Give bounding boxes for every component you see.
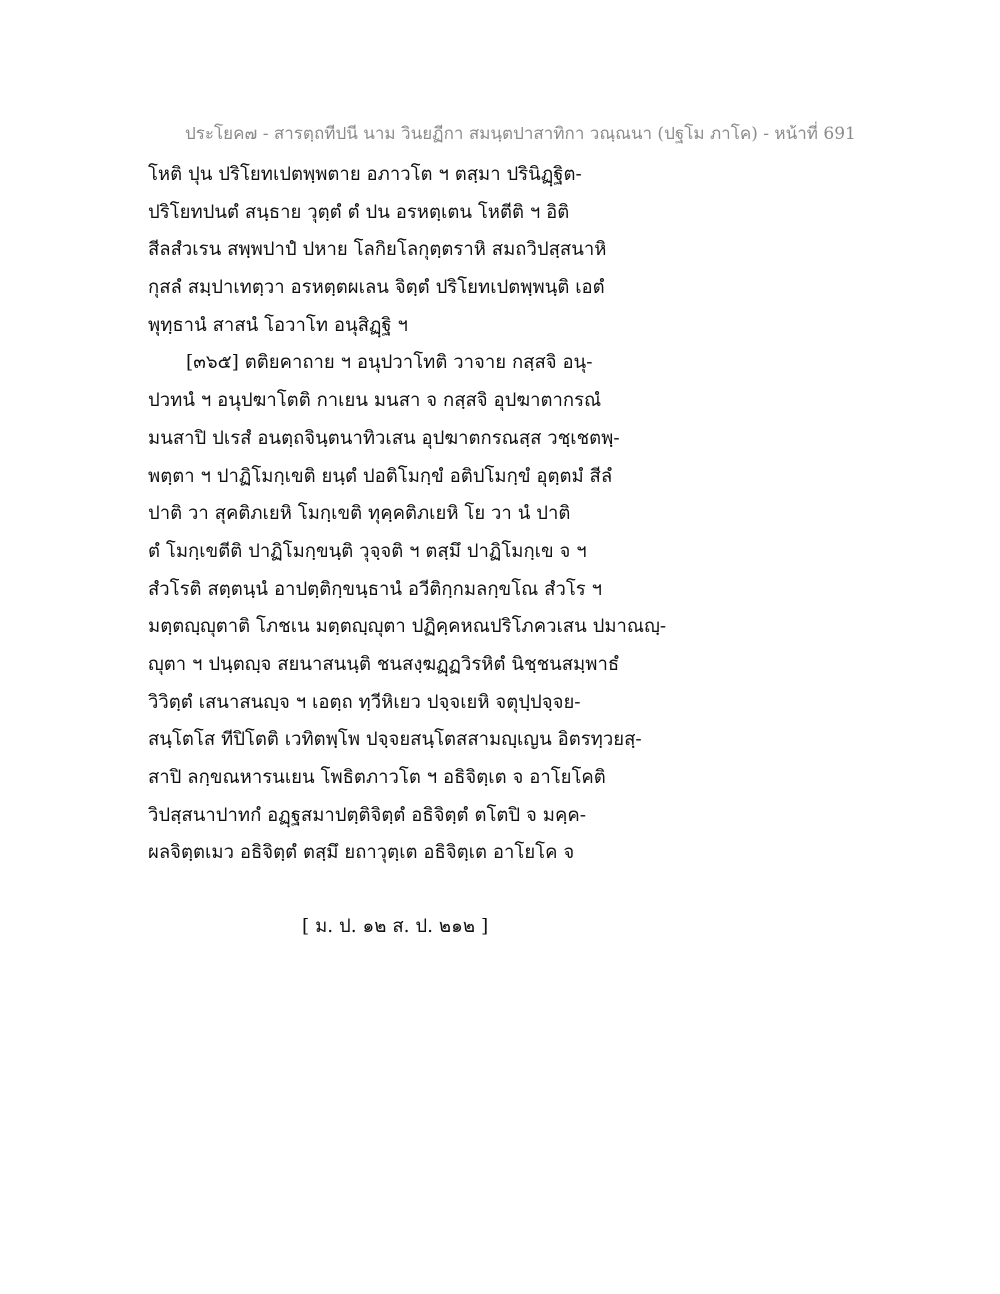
text-line: สํวโรติ สตฺตนฺนํ อาปตฺติกฺขนฺธานํ อวีติกฺกมลกฺขโณ สํวโร ฯ [148,578,603,600]
body-text [148,156,688,872]
text-line: พุทฺธานํ สาสนํ โอวาโท อนุสิฏฺฐิ ฯ [148,314,408,336]
text-line: ปริโยทปนตํ สนฺธาย วุตฺตํ ตํ ปน อรหตฺเตน โหตีติ ฯ อิติ [148,201,570,223]
text-line: มตฺตญฺญุตาติ โภชเน มตฺตญฺญุตา ปฏิคฺคหณปริโภควเสน ปมาณญฺ- [148,616,667,638]
text-line: พตฺตา ฯ ปาฏิโมกฺเขติ ยนฺตํ ปอติโมกฺขํ อติปโมกฺขํ อุตฺตมํ สีลํ [148,465,613,487]
text-line: สนฺโตโส ทีปิโตติ เวทิตพฺโพ ปจฺจยสนฺโตสสามญฺเญน อิตรทฺวยสฺ- [148,729,642,751]
text-line: มนสาปิ ปเรสํ อนตฺถจินฺตนาทิวเสน อุปฆาตกรณสฺส วชฺเชตพฺ- [148,427,620,449]
text-line: ผลจิตฺตเมว อธิจิตฺตํ ตสฺมึ ยถาวุตฺเต อธิจิตฺเต อาโยโค จ [148,842,575,864]
footnote-reference: [ ม. ป. ๑๒ ส. ป. ๒๑๒ ] [302,916,489,937]
paragraph-start-line: [๓๖๕] ตติยคาถาย ฯ อนุปวาโทติ วาจาย กสฺสจิ อนุ- [186,352,593,374]
text-line: กุสลํ สมฺปาเทตฺวา อรหตฺตผเลน จิตฺตํ ปริโยทเปตพฺพนฺติ เอตํ [148,277,605,299]
text-line: ปาติ วา สุคติภเยหิ โมกฺเขติ ทุคฺคติภเยหิ โย วา นํ ปาติ [148,503,571,525]
text-line: โหติ ปุน ปริโยทเปตพฺพตาย อภาวโต ฯ ตสฺมา ปรินิฏฺฐิต- [148,164,582,185]
text-line: วิวิตฺตํ เสนาสนญฺจ ฯ เอตฺถ ทฺวีหิเยว ปจฺจเยหิ จตุปฺปจฺจย- [148,691,581,713]
text-line: ตํ โมกฺเขตีติ ปาฏิโมกฺขนฺติ วุจฺจติ ฯ ตสฺมึ ปาฏิโมกฺเข จ ฯ [148,540,587,562]
running-header: ประโยค๗ - สารตฺถทีปนี นาม วินยฏีกา สมนฺตปาสาทิกา วณฺณนา (ปฐโม ภาโค) - หน้าที่ 691 [185,124,856,144]
text-line: สาปิ ลกฺขณหารนเยน โพธิตภาวโต ฯ อธิจิตฺเต จ อาโยโคติ [148,767,606,788]
text-line: ญุตา ฯ ปนฺตญฺจ สยนาสนนฺติ ชนสงฺฆฏฺฏวิรหิตํ นิชฺชนสมฺพาธํ [148,653,620,675]
text-line: วิปสฺสนาปาทกํ อฏฺฐสมาปตฺติจิตฺตํ อธิจิตฺตํ ตโตปิ จ มคฺค- [148,804,586,826]
text-line: สีลสํวเรน สพฺพปาปํ ปหาย โลกิยโลกุตฺตราหิ สมถวิปสฺสนาหิ [148,239,607,261]
text-line: ปวทนํ ฯ อนุปฆาโตติ กาเยน มนสา จ กสฺสจิ อุปฆาตากรณํ [148,390,602,412]
